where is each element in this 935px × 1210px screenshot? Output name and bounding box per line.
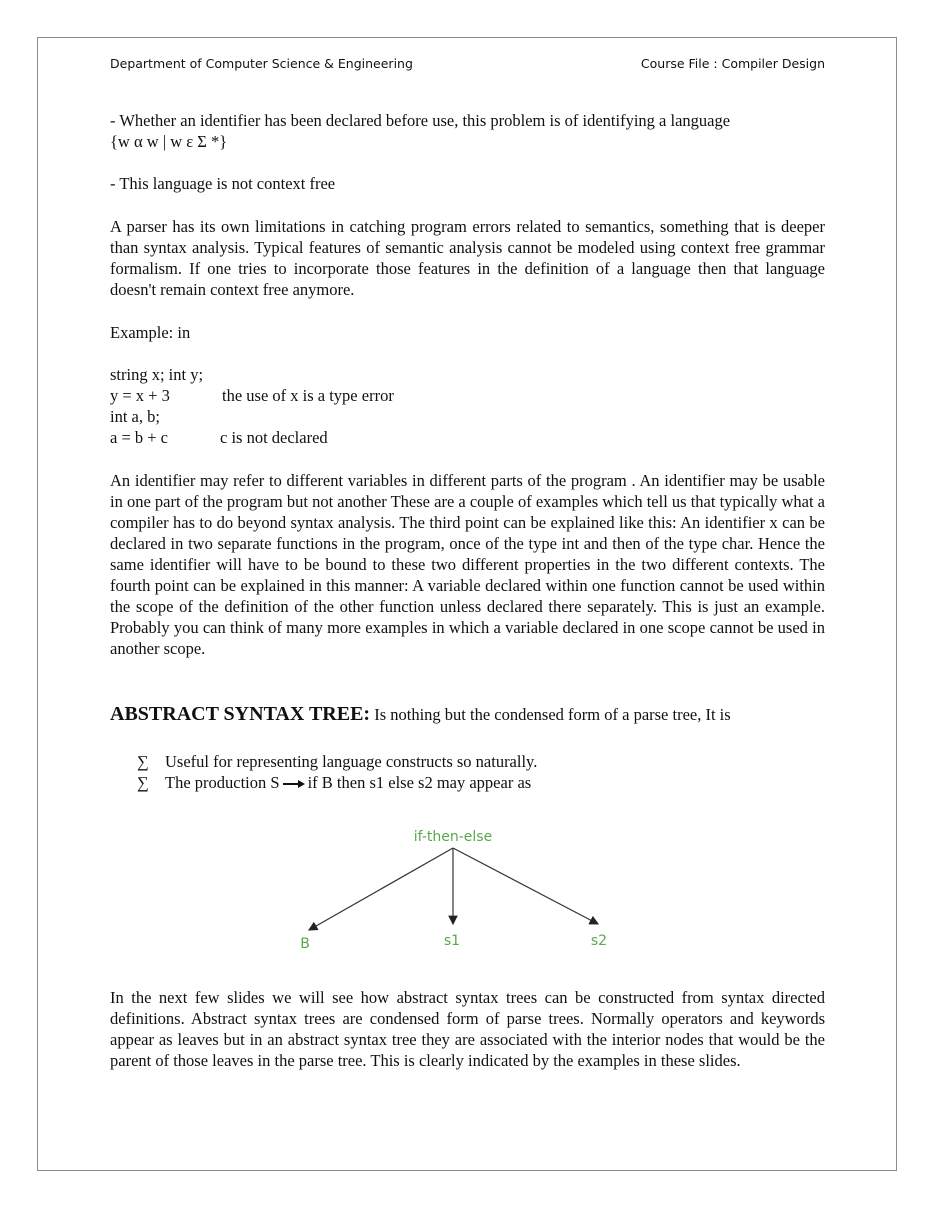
right-arrow-icon	[282, 779, 306, 789]
code-text: int a, b;	[110, 407, 160, 426]
code-text: y = x + 3	[110, 386, 170, 405]
bullet-symbol: ∑	[137, 752, 149, 771]
code-text: string x; int y;	[110, 365, 204, 384]
code-example	[110, 364, 825, 448]
code-line	[110, 427, 825, 448]
production-rhs: if B then s1 else s2 may appear as	[307, 773, 532, 792]
production-lhs: The production S	[165, 773, 280, 792]
ast-heading	[110, 704, 825, 725]
intro-line-1: - Whether an identifier has been declared before use, this problem is of identifying a language	[110, 111, 731, 130]
intro-block	[110, 110, 825, 152]
not-context-free-line	[110, 173, 825, 194]
ast-diagram	[280, 820, 640, 960]
code-comment: the use of x is a type error	[222, 386, 394, 405]
language-definition: {w α w | w ε Σ *}	[110, 132, 228, 151]
paragraph-ast-construction	[110, 987, 825, 1071]
code-line	[110, 385, 825, 406]
ast-bullet-list	[110, 751, 825, 793]
paragraph-parser-limitations	[110, 216, 825, 300]
ast-node-b: B	[300, 936, 310, 952]
bullet-text	[165, 772, 531, 793]
header-course-file: Course File : Compiler Design	[640, 56, 825, 71]
bullet-symbol: ∑	[137, 773, 149, 792]
page-header	[110, 56, 825, 71]
ast-node-s1: s1	[443, 933, 461, 949]
paragraph-identifier-scope	[110, 470, 825, 659]
example-label-text: Example: in	[110, 323, 191, 342]
code-line	[110, 406, 825, 427]
ast-heading-description: Is nothing but the condensed form of a parse tree, It is	[370, 705, 731, 724]
paragraph-3-text: In the next few slides we will see how abstract syntax trees can be constructed from syntax directed definitions. Abstract syntax trees are condensed form of parse trees. Normally operators and keywords appear as leaves but in an abstract syntax tree they are associated with the interior nodes that would be the parent of those leaves in the parse tree. This is clearly indicated by the examples in these slides.	[110, 988, 825, 1070]
ast-edge-s2	[453, 848, 598, 924]
example-label	[110, 322, 825, 343]
bullet-item	[110, 751, 825, 772]
bullet-text: Useful for representing language constructs so naturally.	[165, 752, 538, 771]
intro-line-3: - This language is not context free	[110, 174, 336, 193]
code-comment: c is not declared	[220, 428, 328, 447]
code-line	[110, 364, 825, 385]
ast-root-label: if-then-else	[413, 829, 493, 845]
ast-heading-title: ABSTRACT SYNTAX TREE:	[110, 703, 371, 725]
header-department: Department of Computer Science & Engineering	[110, 56, 413, 71]
bullet-item	[110, 772, 825, 793]
paragraph-1-text: A parser has its own limitations in catching program errors related to semantics, something that is deeper than syntax analysis. Typical features of semantic analysis cannot be modeled using context free grammar formalism. If one tries to incorporate those features in the definition of a language then that language doesn't remain context free anymore.	[110, 217, 825, 299]
ast-node-s2: s2	[590, 933, 608, 949]
code-text: a = b + c	[110, 428, 169, 447]
paragraph-2-text: An identifier may refer to different variables in different parts of the program . An identifier may be usable in one part of the program but not another These are a couple of examples which tell us that typically what a compiler has to do beyond syntax analysis. The third point can be explained like this: An identifier x can be declared in two separate functions in the program, once of the type int and then of the type char. Hence the same identifier will have to be bound to these two different properties in the two different contexts. The fourth point can be explained in this manner: A variable declared within one function cannot be used within the scope of the definition of the other function unless declared there separately. This is just an example. Probably you can think of many more examples in which a variable declared in one scope cannot be used in another scope.	[110, 471, 825, 658]
ast-edge-b	[309, 848, 453, 930]
